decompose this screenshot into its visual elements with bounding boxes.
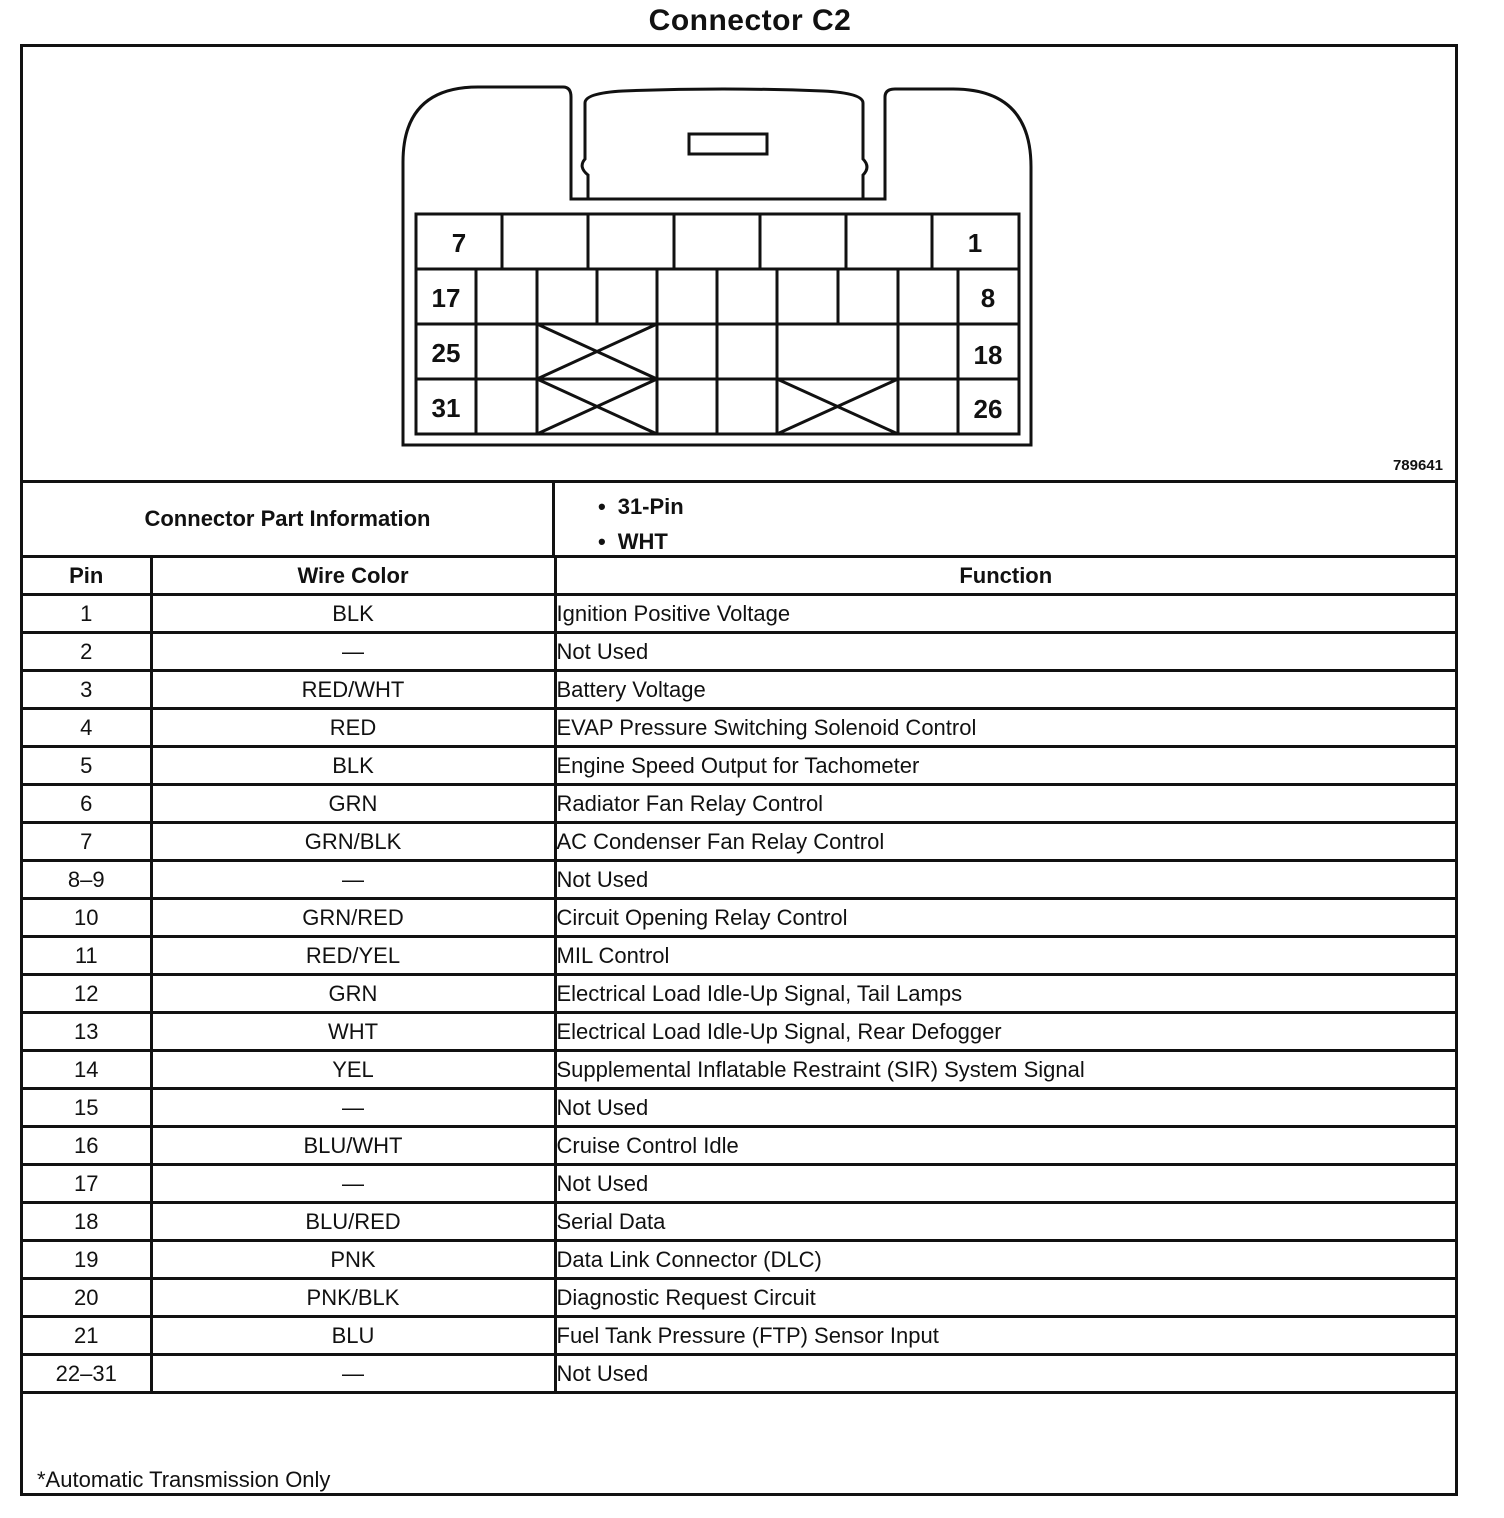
table-row [23, 709, 1455, 747]
wire-color: BLU [151, 1317, 555, 1355]
table-row [23, 595, 1455, 633]
wire-color: BLU/WHT [151, 1127, 555, 1165]
pin-label: 18 [973, 340, 1003, 370]
pin-number: 2 [23, 633, 151, 671]
pin-function: Not Used [555, 1165, 1455, 1203]
figure-id: 789641 [1392, 457, 1443, 474]
part-info-value: • WHT [568, 524, 684, 559]
pin-function: Fuel Tank Pressure (FTP) Sensor Input [555, 1317, 1455, 1355]
wire-color: GRN [151, 785, 555, 823]
part-info-label: Connector Part Information [23, 483, 555, 555]
header-function: Function [555, 558, 1455, 595]
table-row [23, 633, 1455, 671]
wire-color: GRN/RED [151, 899, 555, 937]
pin-function: Electrical Load Idle-Up Signal, Rear Defogger [555, 1013, 1455, 1051]
table-header-row [23, 558, 1455, 595]
table-row [23, 1279, 1455, 1317]
pin-function: Serial Data [555, 1203, 1455, 1241]
footnote: *Automatic Transmission Only [37, 1467, 331, 1492]
table-row [23, 899, 1455, 937]
pin-function: Supplemental Inflatable Restraint (SIR) System Signal [555, 1051, 1455, 1089]
pin-function: Ignition Positive Voltage [555, 595, 1455, 633]
latch-tab-outline [582, 89, 867, 199]
pin-function: AC Condenser Fan Relay Control [555, 823, 1455, 861]
wire-color: BLU/RED [151, 1203, 555, 1241]
pin-function: Not Used [555, 1089, 1455, 1127]
connector-part-info [23, 483, 1455, 558]
pin-function: EVAP Pressure Switching Solenoid Control [555, 709, 1455, 747]
wire-color: BLK [151, 595, 555, 633]
pin-function: Electrical Load Idle-Up Signal, Tail Lamps [555, 975, 1455, 1013]
wire-color: WHT [151, 1013, 555, 1051]
pin-function: Radiator Fan Relay Control [555, 785, 1455, 823]
pin-label: 25 [431, 338, 461, 368]
pin-number: 5 [23, 747, 151, 785]
table-row [23, 823, 1455, 861]
table-row [23, 671, 1455, 709]
wire-color: — [151, 861, 555, 899]
wire-color: YEL [151, 1051, 555, 1089]
pin-number: 16 [23, 1127, 151, 1165]
wire-color: — [151, 633, 555, 671]
pin-function: Not Used [555, 1355, 1455, 1393]
pin-function: Engine Speed Output for Tachometer [555, 747, 1455, 785]
connector-sheet [20, 44, 1458, 1496]
table-row [23, 1165, 1455, 1203]
table-row [23, 1241, 1455, 1279]
table-row [23, 1355, 1455, 1393]
table-row [23, 1051, 1455, 1089]
pin-number: 11 [23, 937, 151, 975]
pin-function: Data Link Connector (DLC) [555, 1241, 1455, 1279]
header-pin: Pin [23, 558, 151, 595]
table-row [23, 747, 1455, 785]
pin-number: 17 [23, 1165, 151, 1203]
wire-color: — [151, 1355, 555, 1393]
pin-function: Battery Voltage [555, 671, 1455, 709]
page-title: Connector C2 [648, 4, 852, 37]
pin-number: 1 [23, 595, 151, 633]
pin-number: 10 [23, 899, 151, 937]
pin-label: 17 [431, 283, 461, 313]
table-row [23, 785, 1455, 823]
pin-table [23, 558, 1455, 1394]
pin-number: 13 [23, 1013, 151, 1051]
wire-color: RED [151, 709, 555, 747]
wire-color: PNK [151, 1241, 555, 1279]
table-row [23, 1317, 1455, 1355]
table-row [23, 1013, 1455, 1051]
pin-function: Circuit Opening Relay Control [555, 899, 1455, 937]
pin-label: 26 [973, 394, 1003, 424]
pin-label: 31 [431, 393, 461, 423]
pin-function: Not Used [555, 633, 1455, 671]
pin-label: 1 [967, 228, 983, 258]
pin-function: Not Used [555, 861, 1455, 899]
pin-number: 18 [23, 1203, 151, 1241]
table-row [23, 861, 1455, 899]
wire-color: PNK/BLK [151, 1279, 555, 1317]
pin-number: 8–9 [23, 861, 151, 899]
latch-slot [689, 134, 767, 154]
pin-number: 22–31 [23, 1355, 151, 1393]
pin-number: 15 [23, 1089, 151, 1127]
pin-number: 4 [23, 709, 151, 747]
wire-color: BLK [151, 747, 555, 785]
table-row [23, 937, 1455, 975]
pin-function: Diagnostic Request Circuit [555, 1279, 1455, 1317]
connector-diagram [23, 47, 1455, 483]
pin-number: 7 [23, 823, 151, 861]
wire-color: RED/YEL [151, 937, 555, 975]
table-row [23, 1203, 1455, 1241]
wire-color: — [151, 1089, 555, 1127]
pin-number: 19 [23, 1241, 151, 1279]
pin-number: 12 [23, 975, 151, 1013]
part-info-values [568, 489, 684, 559]
header-wire-color: Wire Color [151, 558, 555, 595]
wire-color: — [151, 1165, 555, 1203]
pin-number: 3 [23, 671, 151, 709]
connector-face-drawing [23, 47, 1455, 479]
wire-color: GRN/BLK [151, 823, 555, 861]
pin-function: Cruise Control Idle [555, 1127, 1455, 1165]
pin-label: 8 [980, 283, 996, 313]
part-info-value: • 31-Pin [568, 489, 684, 524]
pin-number: 6 [23, 785, 151, 823]
table-row [23, 1127, 1455, 1165]
table-row [23, 975, 1455, 1013]
pin-function: MIL Control [555, 937, 1455, 975]
wire-color: RED/WHT [151, 671, 555, 709]
table-row [23, 1089, 1455, 1127]
pin-number: 14 [23, 1051, 151, 1089]
wire-color: GRN [151, 975, 555, 1013]
pin-number: 20 [23, 1279, 151, 1317]
pin-label: 7 [451, 228, 467, 258]
pin-number: 21 [23, 1317, 151, 1355]
